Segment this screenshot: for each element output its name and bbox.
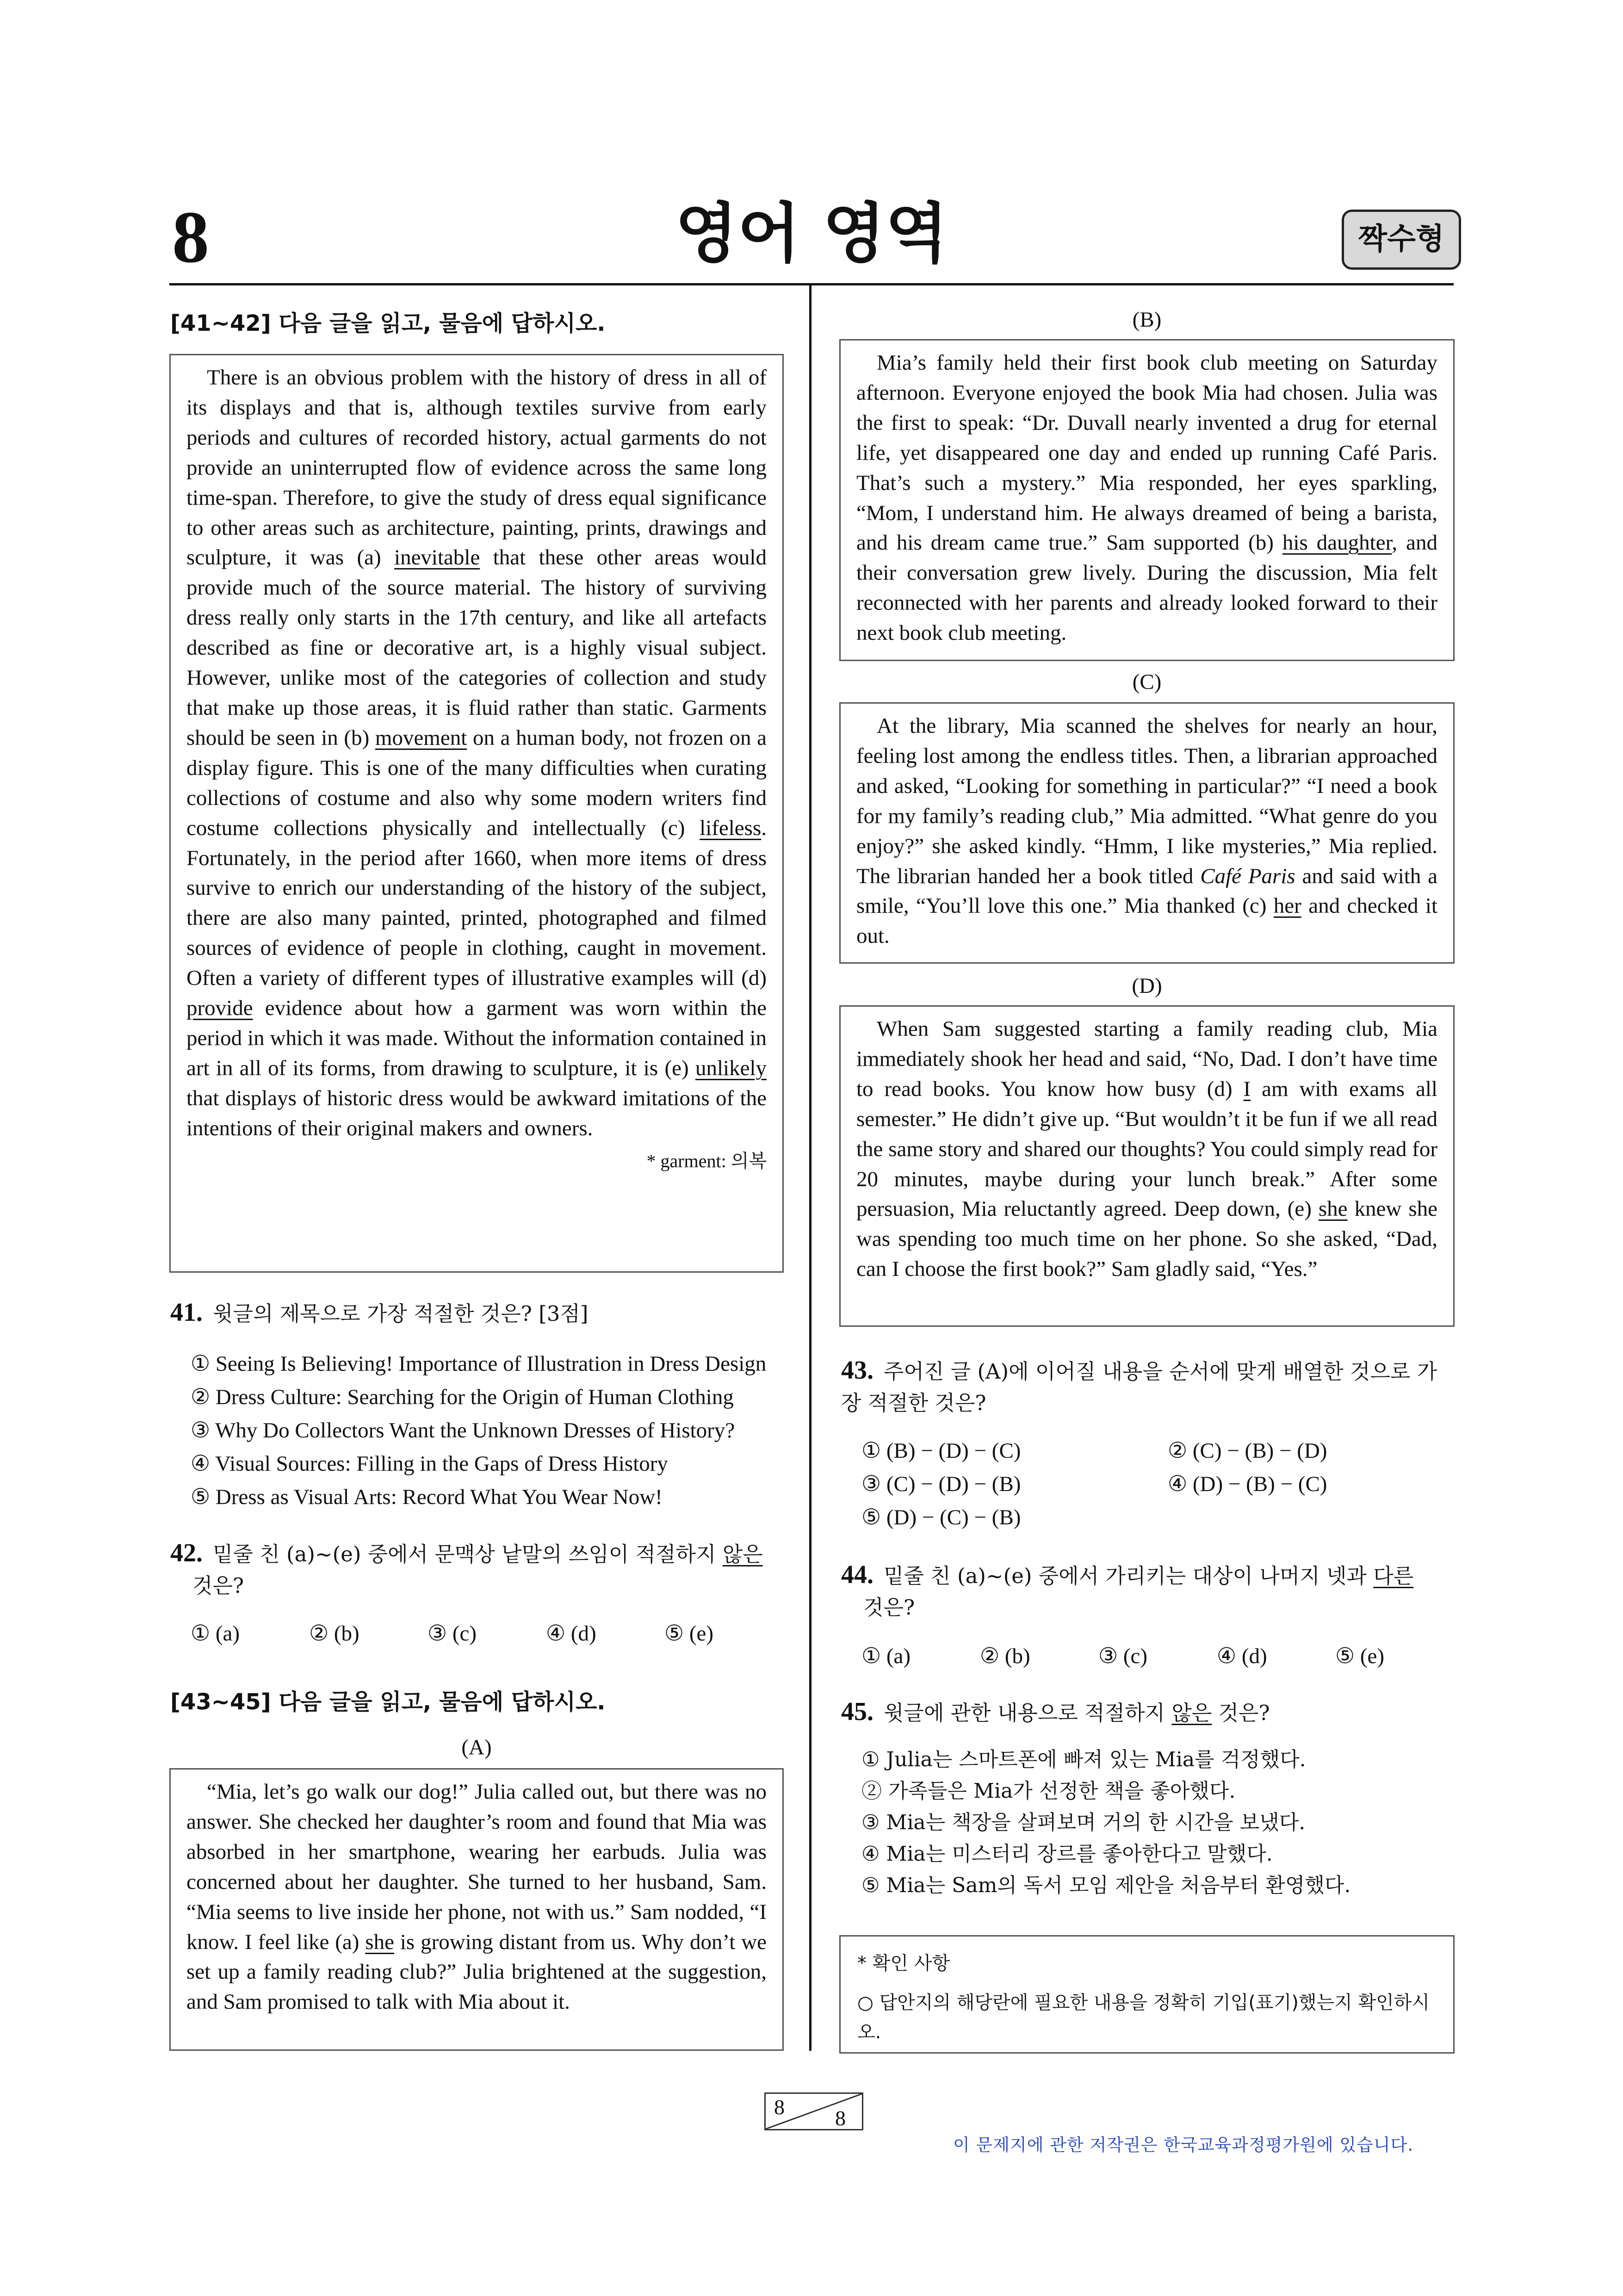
q42-options — [191, 1621, 783, 1646]
question-text: 윗글의 제목으로 가장 적절한 것은? [3점] — [213, 1301, 588, 1326]
checklist-title: * 확인 사항 — [857, 1953, 950, 1974]
question-45: 45. 윗글에 관한 내용으로 적절하지 않은 것은? — [841, 1697, 1270, 1726]
passage-a-text: “Mia, let’s go walk our dog!” Julia called out, but there was no answer. She checked her daughter’s room and found that Mia was absorbed in her smartphone, wearing her earbuds. Julia was concerned about her daughter. She turned to her husband, Sam. “Mia seems to live inside her phone, not with us.” Sam nodded, “I know. I feel like (a) she is growing distant from us. Why don’t we set up a family reading club?” Julia brightened at the suggestion, and Sam promised to talk with Mia about it. — [186, 1780, 767, 2014]
question-number: 45. — [841, 1697, 873, 1726]
marker-b: (b) — [1248, 531, 1282, 555]
underlined-word: 않은 — [1171, 1701, 1212, 1725]
underlined-b: movement — [375, 725, 467, 750]
marker-c: (c) — [661, 816, 700, 840]
q41-option-4[interactable]: ④ Visual Sources: Filling in the Gaps of Dress History — [191, 1452, 668, 1476]
question-number: 43. — [841, 1356, 873, 1385]
checklist-text: ○ 답안지의 해당란에 필요한 내용을 정확히 기입(표기)했는지 확인하시오. — [857, 1992, 1430, 2043]
form-type-badge: 짝수형 — [1342, 210, 1461, 270]
underlined-a: she — [365, 1930, 394, 1954]
marker-e: (e) — [664, 1056, 695, 1080]
instruction-43-45: [43~45] 다음 글을 읽고, 물음에 답하시오. — [170, 1689, 606, 1715]
book-title: Café Paris — [1200, 864, 1295, 888]
q41-option-5[interactable]: ⑤ Dress as Visual Arts: Record What You Wear Now! — [191, 1485, 663, 1509]
passage-d — [839, 1005, 1455, 1327]
q44-option-1[interactable]: ① (a) — [861, 1644, 911, 1668]
q43-options — [861, 1434, 1454, 1534]
subject-title: 영어 영역 — [675, 196, 948, 272]
q42-option-2[interactable]: ② (b) — [309, 1621, 359, 1646]
instruction-41-42: [41~42] 다음 글을 읽고, 물음에 답하시오. — [170, 310, 606, 336]
q41-options — [191, 1347, 792, 1514]
question-number: 44. — [841, 1560, 873, 1589]
q43-option-2[interactable]: ② (C) − (B) − (D) — [1168, 1439, 1327, 1463]
q42-option-3[interactable]: ③ (c) — [427, 1621, 477, 1646]
marker-c: (c) — [1242, 894, 1274, 918]
q42-option-5[interactable]: ⑤ (e) — [664, 1621, 714, 1646]
q44-option-2[interactable]: ② (b) — [980, 1644, 1030, 1668]
q45-option-3[interactable]: ③ Mia는 책장을 살펴보며 거의 한 시간을 보냈다. — [861, 1811, 1306, 1834]
underlined-c: her — [1273, 894, 1301, 918]
passage-41-42 — [169, 354, 784, 1273]
q44-option-3[interactable]: ③ (c) — [1098, 1644, 1148, 1668]
q43-option-3[interactable]: ③ (C) − (D) − (B) — [861, 1472, 1021, 1496]
passage-41-42-text: There is an obvious problem with the history of dress in all of its displays and that is, although textiles survive from early periods and cultures of recorded history, actual garments do not provide an uninterrupted flow of evidence across the same long time-span. Therefore, to give the study of dress equal significance to other areas such as architecture, painting, prints, drawings and sculpture, it was (a) inevitable that these other areas would provide much of the source material. The history of surviving dress really only starts in the 17th century, and like all artefacts described as fine or decorative art, is a highly visual subject. However, unlike most of the categories of collection and study that make up those areas, it is fluid rather than static. Garments should be seen in (b) movement on a human body, not frozen on a display figure. This is one of the many difficulties when curating collections of costume and also why some modern writers find costume collections physically and intellectually (c) lifeless. Fortunately, in the period after 1660, when more items of dress survive to enrich our understanding of the history of the subject, there are also many painted, printed, photographed and filmed sources of evidence of people in clothing, caught in movement. Often a variety of different types of illustrative examples will (d) provide evidence about how a garment was worn within the period in which it was made. Without the information contained in art in all of its forms, from drawing to sculpture, it is (e) unlikely that displays of historic dress would be awkward imitations of the intentions of their original makers and owners. — [186, 365, 767, 1140]
question-text: 주어진 글 (A)에 이어질 내용을 순서에 맞게 배열한 것으로 가장 적절한 것은? — [841, 1359, 1437, 1415]
passage-c — [839, 702, 1455, 964]
q43-option-5[interactable]: ⑤ (D) − (C) − (B) — [861, 1505, 1021, 1529]
question-44: 44. 밑줄 친 (a)~(e) 중에서 가리키는 대상이 나머지 넷과 다른 것은? — [841, 1560, 1414, 1620]
question-number: 41. — [170, 1298, 203, 1327]
header-rule — [169, 283, 1454, 285]
underlined-e: unlikely — [695, 1056, 767, 1080]
q41-option-2[interactable]: ② Dress Culture: Searching for the Origin of Human Clothing — [191, 1385, 734, 1409]
page-indicator — [764, 2092, 863, 2130]
underlined-word: 않은 — [722, 1542, 763, 1566]
underlined-word: 다른 — [1373, 1564, 1414, 1588]
question-43 — [841, 1355, 1456, 1419]
question-41 — [170, 1298, 786, 1330]
underlined-e: she — [1318, 1197, 1348, 1221]
footnote: * garment: 의복 — [646, 1150, 767, 1171]
passage-c-text: At the library, Mia scanned the shelves for nearly an hour, feeling lost among the endless titles. Then, a librarian approached and asked, “Looking for something in particular?” “I need a book for my family’s reading club,” Mia admitted. “What genre do you enjoy?” she asked kindly. “Hmm, I like mysteries,” Mia replied. The librarian handed her a book titled Café Paris and said with a smile, “You’ll love this one.” Mia thanked (c) her and checked it out. — [856, 714, 1438, 948]
passage-d-text: When Sam suggested starting a family reading club, Mia immediately shook her head and said, “No, Dad. I don’t have time to read books. You know how busy (d) I am with exams all semester.” He didn’t give up. “But wouldn’t it be fun if we all read the same story and shared our thoughts? You could simply read for 20 minutes, maybe during your lunch break.” After some persuasion, Mia reluctantly agreed. Deep down, (e) she knew she was spending too much time on her phone. So she asked, “Dad, can I choose the first book?” Sam gladly said, “Yes.” — [856, 1017, 1437, 1281]
marker-e: (e) — [1287, 1197, 1319, 1221]
copyright-notice: 이 문제지에 관한 저작권은 한국교육과정평가원에 있습니다. — [953, 2135, 1414, 2155]
page-current: 8 — [774, 2095, 785, 2119]
passage-b-text: Mia’s family held their first book club meeting on Saturday afternoon. Everyone enjoyed the book Mia had chosen. Julia was the first to speak: “Dr. Duvall nearly invented a drug for eternal life, yet disappeared one day and ended up running Café Paris. That’s such a mystery.” Mia responded, her eyes sparkling, “Mom, I understand him. He always dreamed of being a barista, and his dream came true.” Sam supported (b) his daughter, and their conversation grew lively. During the discussion, Mia felt reconnected with her parents and already looked forward to their next book club meeting. — [856, 351, 1437, 645]
q41-option-1[interactable]: ① Seeing Is Believing! Importance of Illustration in Dress Design — [191, 1352, 767, 1376]
q45-option-2[interactable]: ② 가족들은 Mia가 선정한 책을 좋아했다. — [861, 1779, 1236, 1803]
q45-options — [861, 1744, 1454, 1901]
passage-d-label: (D) — [1132, 974, 1162, 998]
q41-option-3[interactable]: ③ Why Do Collectors Want the Unknown Dresses of History? — [191, 1418, 735, 1442]
q45-option-4[interactable]: ④ Mia는 미스터리 장르를 좋아한다고 말했다. — [861, 1842, 1273, 1866]
passage-a-label: (A) — [461, 1735, 492, 1759]
q43-option-1[interactable]: ① (B) − (D) − (C) — [861, 1439, 1021, 1463]
q45-option-1[interactable]: ① Julia는 스마트폰에 빠져 있는 Mia를 걱정했다. — [861, 1748, 1306, 1771]
passage-b — [839, 339, 1455, 661]
q45-option-5[interactable]: ⑤ Mia는 Sam의 독서 모임 제안을 처음부터 환영했다. — [861, 1874, 1351, 1897]
q44-option-5[interactable]: ⑤ (e) — [1335, 1644, 1385, 1668]
underlined-b: his daughter — [1282, 531, 1392, 555]
q43-option-4[interactable]: ④ (D) − (B) − (C) — [1168, 1472, 1327, 1496]
underlined-d: I — [1243, 1077, 1251, 1101]
column-divider — [809, 285, 812, 2051]
marker-a: (a) — [335, 1930, 365, 1954]
page-number: 8 — [172, 196, 209, 278]
underlined-d: provide — [186, 996, 253, 1021]
marker-d: (d) — [741, 966, 767, 990]
question-42: 42. 밑줄 친 (a)~(e) 중에서 문맥상 낱말의 쓰임이 적절하지 않은 것은? — [170, 1539, 763, 1598]
underlined-a: inevitable — [394, 545, 480, 570]
underlined-c: lifeless — [700, 816, 762, 840]
checklist-box — [839, 1935, 1455, 2054]
passage-a — [169, 1768, 784, 2051]
marker-a: (a) — [357, 545, 395, 570]
passage-b-label: (B) — [1132, 308, 1162, 332]
q44-options — [861, 1643, 1454, 1669]
question-number: 42. — [170, 1539, 203, 1567]
q44-option-4[interactable]: ④ (d) — [1217, 1644, 1267, 1668]
q42-option-1[interactable]: ① (a) — [191, 1621, 240, 1646]
page-total: 8 — [835, 2106, 846, 2130]
passage-c-label: (C) — [1132, 670, 1162, 694]
marker-d: (d) — [1207, 1077, 1244, 1101]
marker-b: (b) — [344, 725, 375, 750]
q42-option-4[interactable]: ④ (d) — [546, 1621, 596, 1646]
